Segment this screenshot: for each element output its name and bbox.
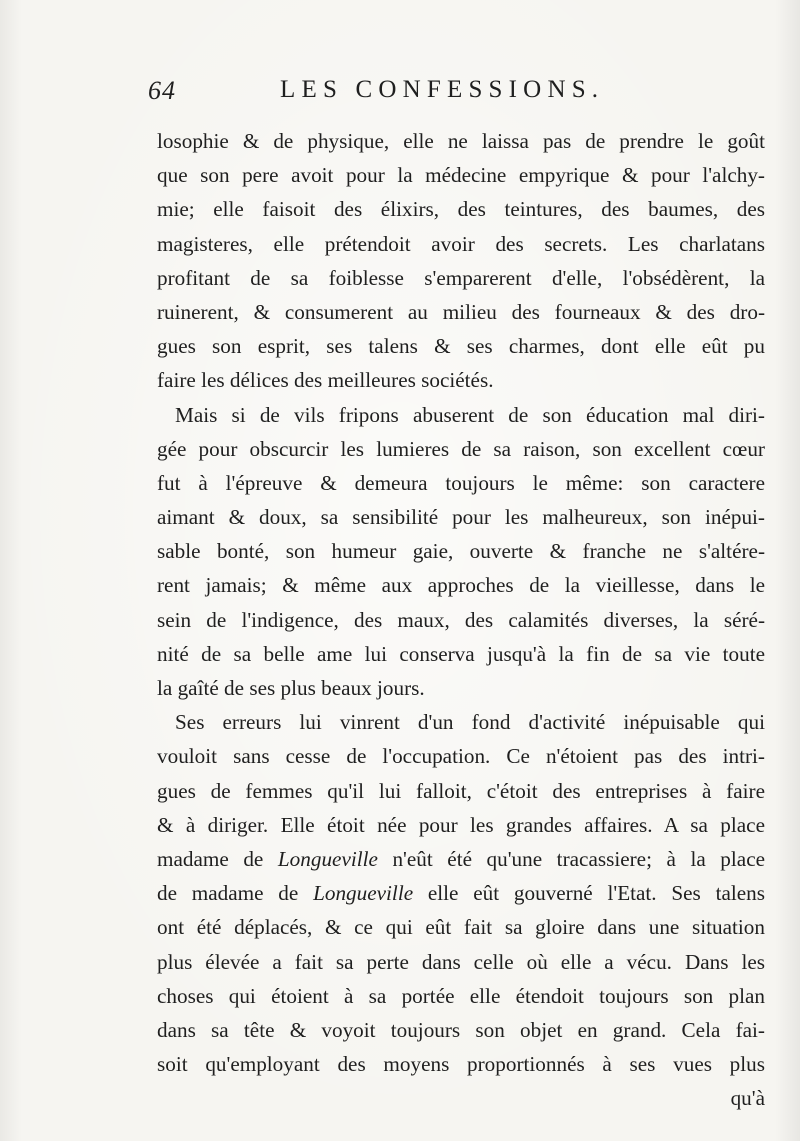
text-line: ont été déplacés, & ce qui eût fait sa gloire dans une situation: [157, 915, 765, 940]
page-header: [148, 76, 668, 110]
text-line: ruinerent, & consumerent au milieu des fourneaux & des dro-: [157, 299, 765, 324]
text-line: madame de Longueville n'eût été qu'une tracassiere; à la place: [157, 846, 766, 871]
text-line: mie; elle faisoit des élixirs, des teintures, des baumes, des: [157, 197, 765, 222]
text-line: profitant de sa foiblesse s'emparerent d'elle, l'obsédèrent, la: [157, 265, 765, 290]
italic-name: Longueville: [277, 846, 378, 871]
page-number: 64: [148, 76, 176, 105]
text-line: plus élevée a fait sa perte dans celle où elle a vécu. Dans les: [157, 949, 765, 974]
text-line: sable bonté, son humeur gaie, ouverte & franche ne s'altére-: [157, 539, 765, 564]
text-line: de madame de Longueville elle eût gouverné l'Etat. Ses talens: [157, 881, 765, 906]
text-line: fut à l'épreuve & demeura toujours le même: son caractere: [157, 470, 765, 495]
text-line: dans sa tête & voyoit toujours son objet en grand. Cela fai-: [157, 1017, 765, 1042]
paragraph-end-line: faire les délices des meilleures sociétés.: [157, 368, 494, 393]
text-line: rent jamais; & même aux approches de la vieillesse, dans le: [157, 573, 765, 598]
text-line: magisteres, elle prétendoit avoir des secrets. Les charlatans: [157, 231, 765, 256]
text-line: choses qui étoient à sa portée elle étendoit toujours son plan: [157, 983, 765, 1008]
text-line: soit qu'employant des moyens proportionnés à ses vues plus: [157, 1052, 765, 1077]
text-line: vouloit sans cesse de l'occupation. Ce n'étoient pas des intri-: [157, 744, 765, 769]
paragraph-end-line: la gaîté de ses plus beaux jours.: [157, 676, 425, 700]
text-line: gues de femmes qu'il lui falloit, c'étoit des entreprises à faire: [157, 778, 765, 803]
catchword: qu'à: [730, 1086, 765, 1111]
paragraph-start-line: Mais si de vils fripons abuserent de son éducation mal diri-: [175, 402, 765, 427]
body-text: [157, 124, 765, 1115]
text-line: losophie & de physique, elle ne laissa pas de prendre le goût: [157, 129, 765, 153]
text-line: & à diriger. Elle étoit née pour les grandes affaires. A sa place: [157, 812, 765, 837]
text-line: gée pour obscurcir les lumieres de sa raison, son excellent cœur: [157, 436, 765, 461]
paragraph-start-line: Ses erreurs lui vinrent d'un fond d'activité inépuisable qui: [175, 710, 765, 735]
text-line: gues son esprit, ses talens & ses charmes, dont elle eût pu: [157, 334, 765, 359]
text-line: que son pere avoit pour la médecine empyrique & pour l'alchy-: [157, 163, 765, 188]
italic-name: Longueville: [313, 881, 414, 906]
running-title: LES CONFESSIONS.: [280, 76, 605, 103]
text-line: nité de sa belle ame lui conserva jusqu'à la fin de sa vie toute: [157, 641, 765, 666]
text-line: aimant & doux, sa sensibilité pour les malheureux, son inépui-: [157, 505, 765, 530]
text-line: sein de l'indigence, des maux, des calamités diverses, la séré-: [157, 607, 765, 632]
